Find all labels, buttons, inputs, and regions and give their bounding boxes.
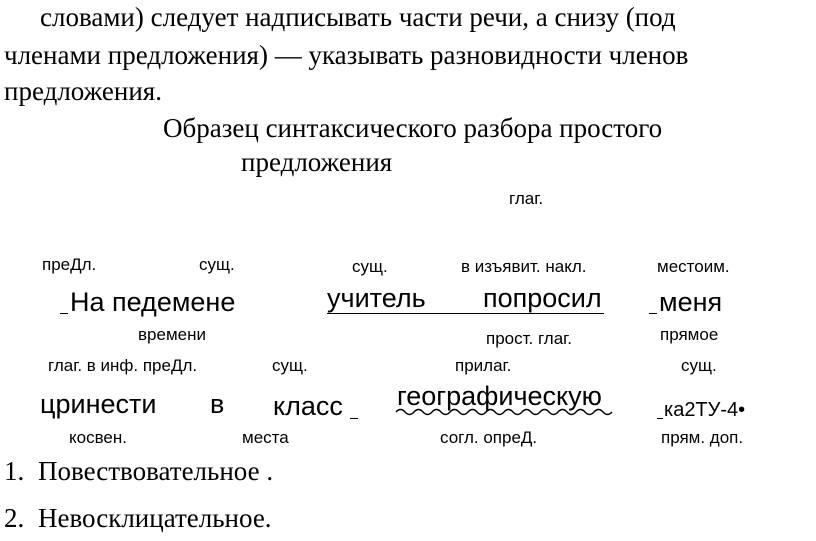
dash-mark: [657, 418, 663, 419]
list-item: [4, 505, 272, 532]
label-noun-4: сущ.: [681, 356, 717, 375]
label-agreed-attribute: согл. опреД.: [440, 428, 538, 447]
label-place: места: [242, 428, 289, 447]
intro-line-2: членами предложения) — указывать разновидности членов: [4, 40, 689, 70]
dash-mark: [649, 313, 657, 314]
label-direct: прямое: [660, 325, 719, 344]
word-menya: меня: [659, 287, 723, 317]
list-text: Повествовательное .: [38, 456, 274, 486]
word-geograficheskuyu: географическую: [397, 381, 602, 411]
label-infinitive-prep: глаг. в инф. преДл.: [48, 356, 198, 375]
word-na-pedemene: На педемене: [70, 287, 236, 317]
list-item: [4, 458, 273, 485]
label-verb-top: глаг.: [509, 189, 544, 208]
word-v: в: [210, 389, 225, 419]
label-indicative-mood: в изъявит. накл.: [461, 257, 587, 276]
subject-predicate-underline: [327, 313, 604, 314]
word-uchitel: учитель: [327, 283, 426, 313]
label-adjective: прилаг.: [455, 356, 512, 375]
word-kartu: ка2ТУ-4•: [664, 399, 746, 421]
label-noun-3: сущ.: [272, 356, 308, 375]
wavy-underline: [396, 407, 612, 417]
label-preposition: преДл.: [42, 255, 97, 274]
label-indirect: косвен.: [69, 428, 127, 447]
label-time: времени: [138, 325, 206, 344]
label-direct-object: прям. доп.: [661, 428, 744, 447]
sample-title-line-1: Образец синтаксического разбора простого: [163, 113, 663, 143]
label-noun-1: сущ.: [199, 255, 235, 274]
label-noun-2: сущ.: [352, 257, 388, 276]
list-number: 1.: [4, 456, 25, 486]
label-pronoun: местоим.: [657, 257, 730, 276]
label-simple-verb: прост. глаг.: [486, 329, 573, 348]
dash-mark: [60, 313, 68, 314]
word-klass: класс: [273, 391, 343, 421]
dash-mark: [350, 418, 358, 419]
word-poprosil: попросил: [483, 283, 602, 313]
intro-line-3: предложения.: [4, 76, 162, 106]
list-text: Невосклицательное.: [38, 503, 272, 533]
word-prinesti: цринести: [40, 389, 157, 419]
intro-line-1: словами) следует надписывать части речи, а снизу (под: [40, 2, 676, 32]
sample-title-line-2: предложения: [241, 147, 393, 177]
list-number: 2.: [4, 503, 25, 533]
